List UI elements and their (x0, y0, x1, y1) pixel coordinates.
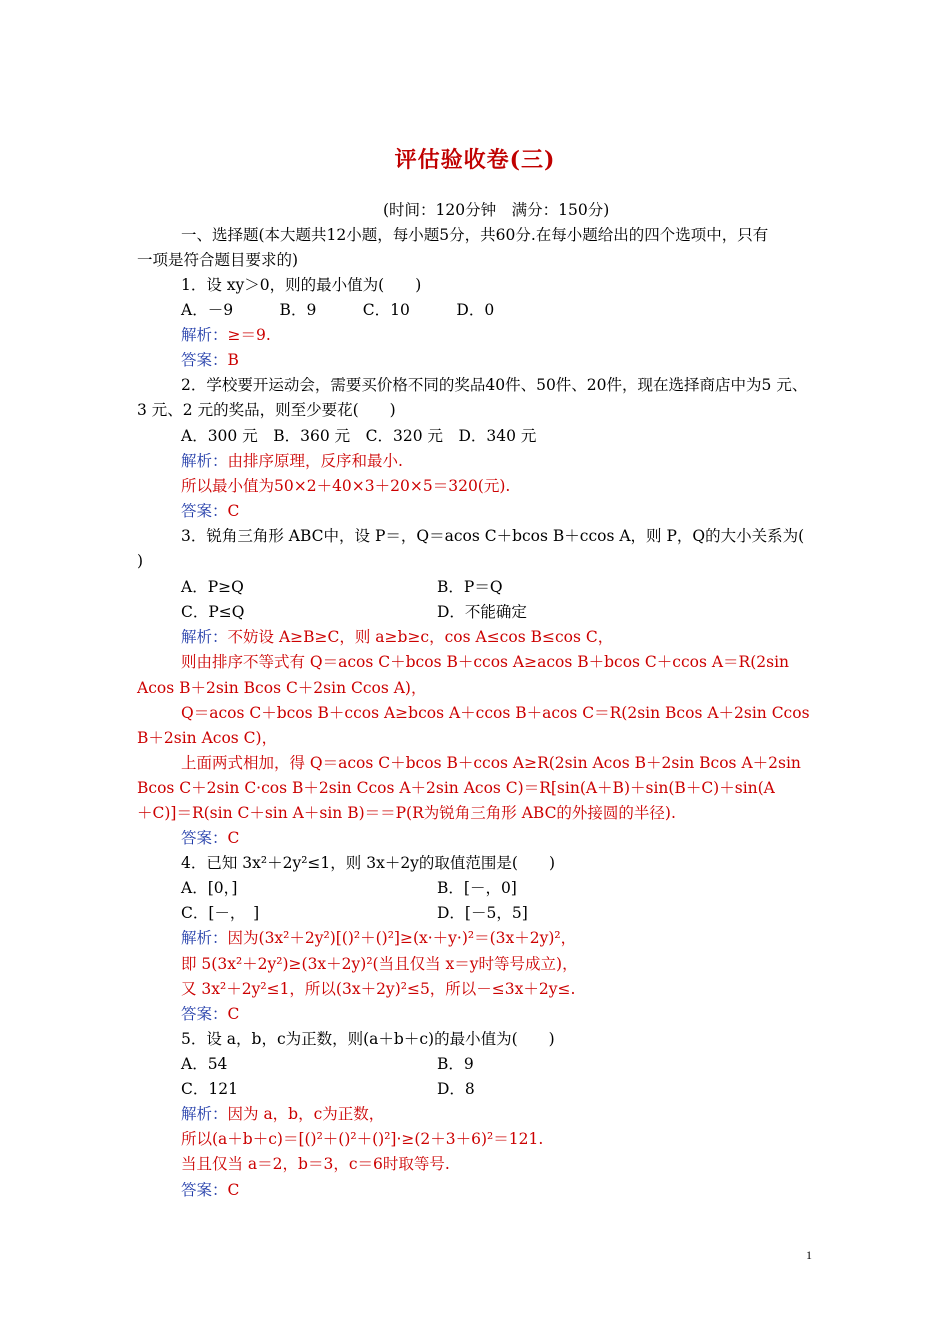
q1-stem: 1．设 xy＞0，则的最小值为( ) (181, 276, 422, 294)
q3-option-a: A．P≥Q (181, 578, 244, 596)
page-title: 评估验收卷(三) (394, 147, 556, 173)
analysis-text: 由排序原理，反序和最小. (227, 452, 403, 470)
q5-stem: 5．设 a，b，c为正数，则(a＋b＋c)的最小值为( ) (181, 1030, 555, 1048)
answer-value: C (227, 1181, 240, 1199)
answer-value: C (227, 502, 240, 520)
section-intro: 一、选择题(本大题共12小题，每小题5分，共60分.在每小题给出的四个选项中，只有 (181, 226, 769, 244)
answer-label: 答案： (181, 1005, 228, 1023)
answer-label: 答案： (181, 502, 228, 520)
answer-label: 答案： (181, 351, 228, 369)
q4-analysis-line-3: 又 3x²＋2y²≤1，所以(3x＋2y)²≤5，所以－≤3x＋2y≤. (181, 980, 576, 998)
q5-analysis-line-2: 所以(a＋b＋c)＝[()²＋()²＋()²]·≥(2＋3＋6)²＝121. (181, 1130, 544, 1148)
analysis-label: 解析： (181, 628, 228, 646)
page-number: 1 (806, 1248, 812, 1262)
q2-stem: 2．学校要开运动会，需要买价格不同的奖品40件、50件、20件，现在选择商店中为5 元、 (181, 376, 808, 394)
q4-analysis-line-2: 即 5(3x²＋2y²)≥(3x＋2y)²(当且仅当 x＝y时等号成立)， (181, 955, 578, 973)
analysis-text: ≥＝9. (227, 326, 271, 344)
answer-label: 答案： (181, 1181, 228, 1199)
q4-option-d: D．[－5，5] (437, 904, 528, 922)
q3-analysis-line-5: B＋2sin Acos C)， (137, 729, 278, 747)
q2-analysis-line-2: 所以最小值为50×2＋40×3＋20×5＝320(元). (181, 477, 511, 495)
q5-option-c: C．121 (181, 1080, 238, 1098)
analysis-label: 解析： (181, 326, 228, 344)
q4-answer (181, 1003, 239, 1025)
q1-answer (181, 349, 239, 371)
q4-option-b: B．[－，0] (437, 879, 517, 897)
section-intro-cont: 一项是符合题目要求的) (137, 251, 299, 269)
q4-option-c: C．[－， ] (181, 904, 260, 922)
analysis-label: 解析： (181, 452, 228, 470)
q3-analysis-line-7: Bcos C＋2sin C·cos B＋2sin Ccos A＋2sin Acos C)＝R[sin(A＋B)＋sin(B＋C)＋sin(A (137, 779, 775, 797)
analysis-text: 因为(3x²＋2y²)[()²＋()²]≥(x·＋y·)²＝(3x＋2y)²， (227, 929, 577, 947)
subtitle: (时间：120分钟 满分：150分) (383, 201, 610, 219)
q3-analysis-line-4: Q＝acos C＋bcos B＋ccos A≥bcos A＋ccos B＋acos C＝R(2sin Bcos A＋2sin Ccos (181, 704, 810, 722)
answer-value: C (227, 829, 240, 847)
answer-value: C (227, 1005, 240, 1023)
q5-analysis-line-3: 当且仅当 a＝2，b＝3，c＝6时取等号. (181, 1155, 450, 1173)
q2-stem-cont: 3 元、2 元的奖品，则至少要花( ) (137, 401, 396, 419)
q5-option-a: A．54 (181, 1055, 228, 1073)
analysis-text: 因为 a，b，c为正数， (227, 1105, 385, 1123)
q2-answer (181, 500, 239, 522)
analysis-label: 解析： (181, 1105, 228, 1123)
analysis-label: 解析： (181, 929, 228, 947)
q3-stem: 3．锐角三角形 ABC中，设 P＝，Q＝acos C＋bcos B＋ccos A，则 P，Q的大小关系为( (181, 527, 805, 545)
q1-analysis (181, 324, 271, 346)
q5-answer (181, 1179, 239, 1201)
q3-analysis (181, 626, 613, 648)
q4-analysis (181, 927, 576, 949)
q3-option-b: B．P＝Q (437, 578, 503, 596)
answer-value: B (227, 351, 239, 369)
q3-answer (181, 827, 239, 849)
q4-option-a: A．[0，] (181, 879, 238, 897)
q2-options: A．300 元 B．360 元 C．320 元 D．340 元 (181, 427, 537, 445)
q3-option-d: D．不能确定 (437, 603, 527, 621)
answer-label: 答案： (181, 829, 228, 847)
q5-analysis (181, 1103, 384, 1125)
q3-analysis-line-2: 则由排序不等式有 Q＝acos C＋bcos B＋ccos A≥acos B＋bcos C＋ccos A＝R(2sin (181, 653, 790, 671)
q3-analysis-line-3: Acos B＋2sin Bcos C＋2sin Ccos A)， (137, 679, 427, 697)
q1-options: A．－9 B．9 C．10 D．0 (181, 301, 495, 319)
q5-option-d: D．8 (437, 1080, 475, 1098)
q3-option-c: C．P≤Q (181, 603, 245, 621)
q5-option-b: B．9 (437, 1055, 474, 1073)
analysis-text: 不妨设 A≥B≥C，则 a≥b≥c，cos A≤cos B≤cos C， (227, 628, 614, 646)
q3-analysis-line-6: 上面两式相加，得 Q＝acos C＋bcos B＋ccos A≥R(2sin Acos B＋2sin Bcos A＋2sin (181, 754, 801, 772)
q2-analysis (181, 450, 403, 472)
q4-stem: 4．已知 3x²＋2y²≤1，则 3x＋2y的取值范围是( ) (181, 854, 556, 872)
q3-analysis-line-8: ＋C)]＝R(sin C＋sin A＋sin B)＝＝P(R为锐角三角形 ABC的外接圆的半径). (137, 804, 676, 822)
q3-stem-cont: ) (137, 552, 144, 570)
